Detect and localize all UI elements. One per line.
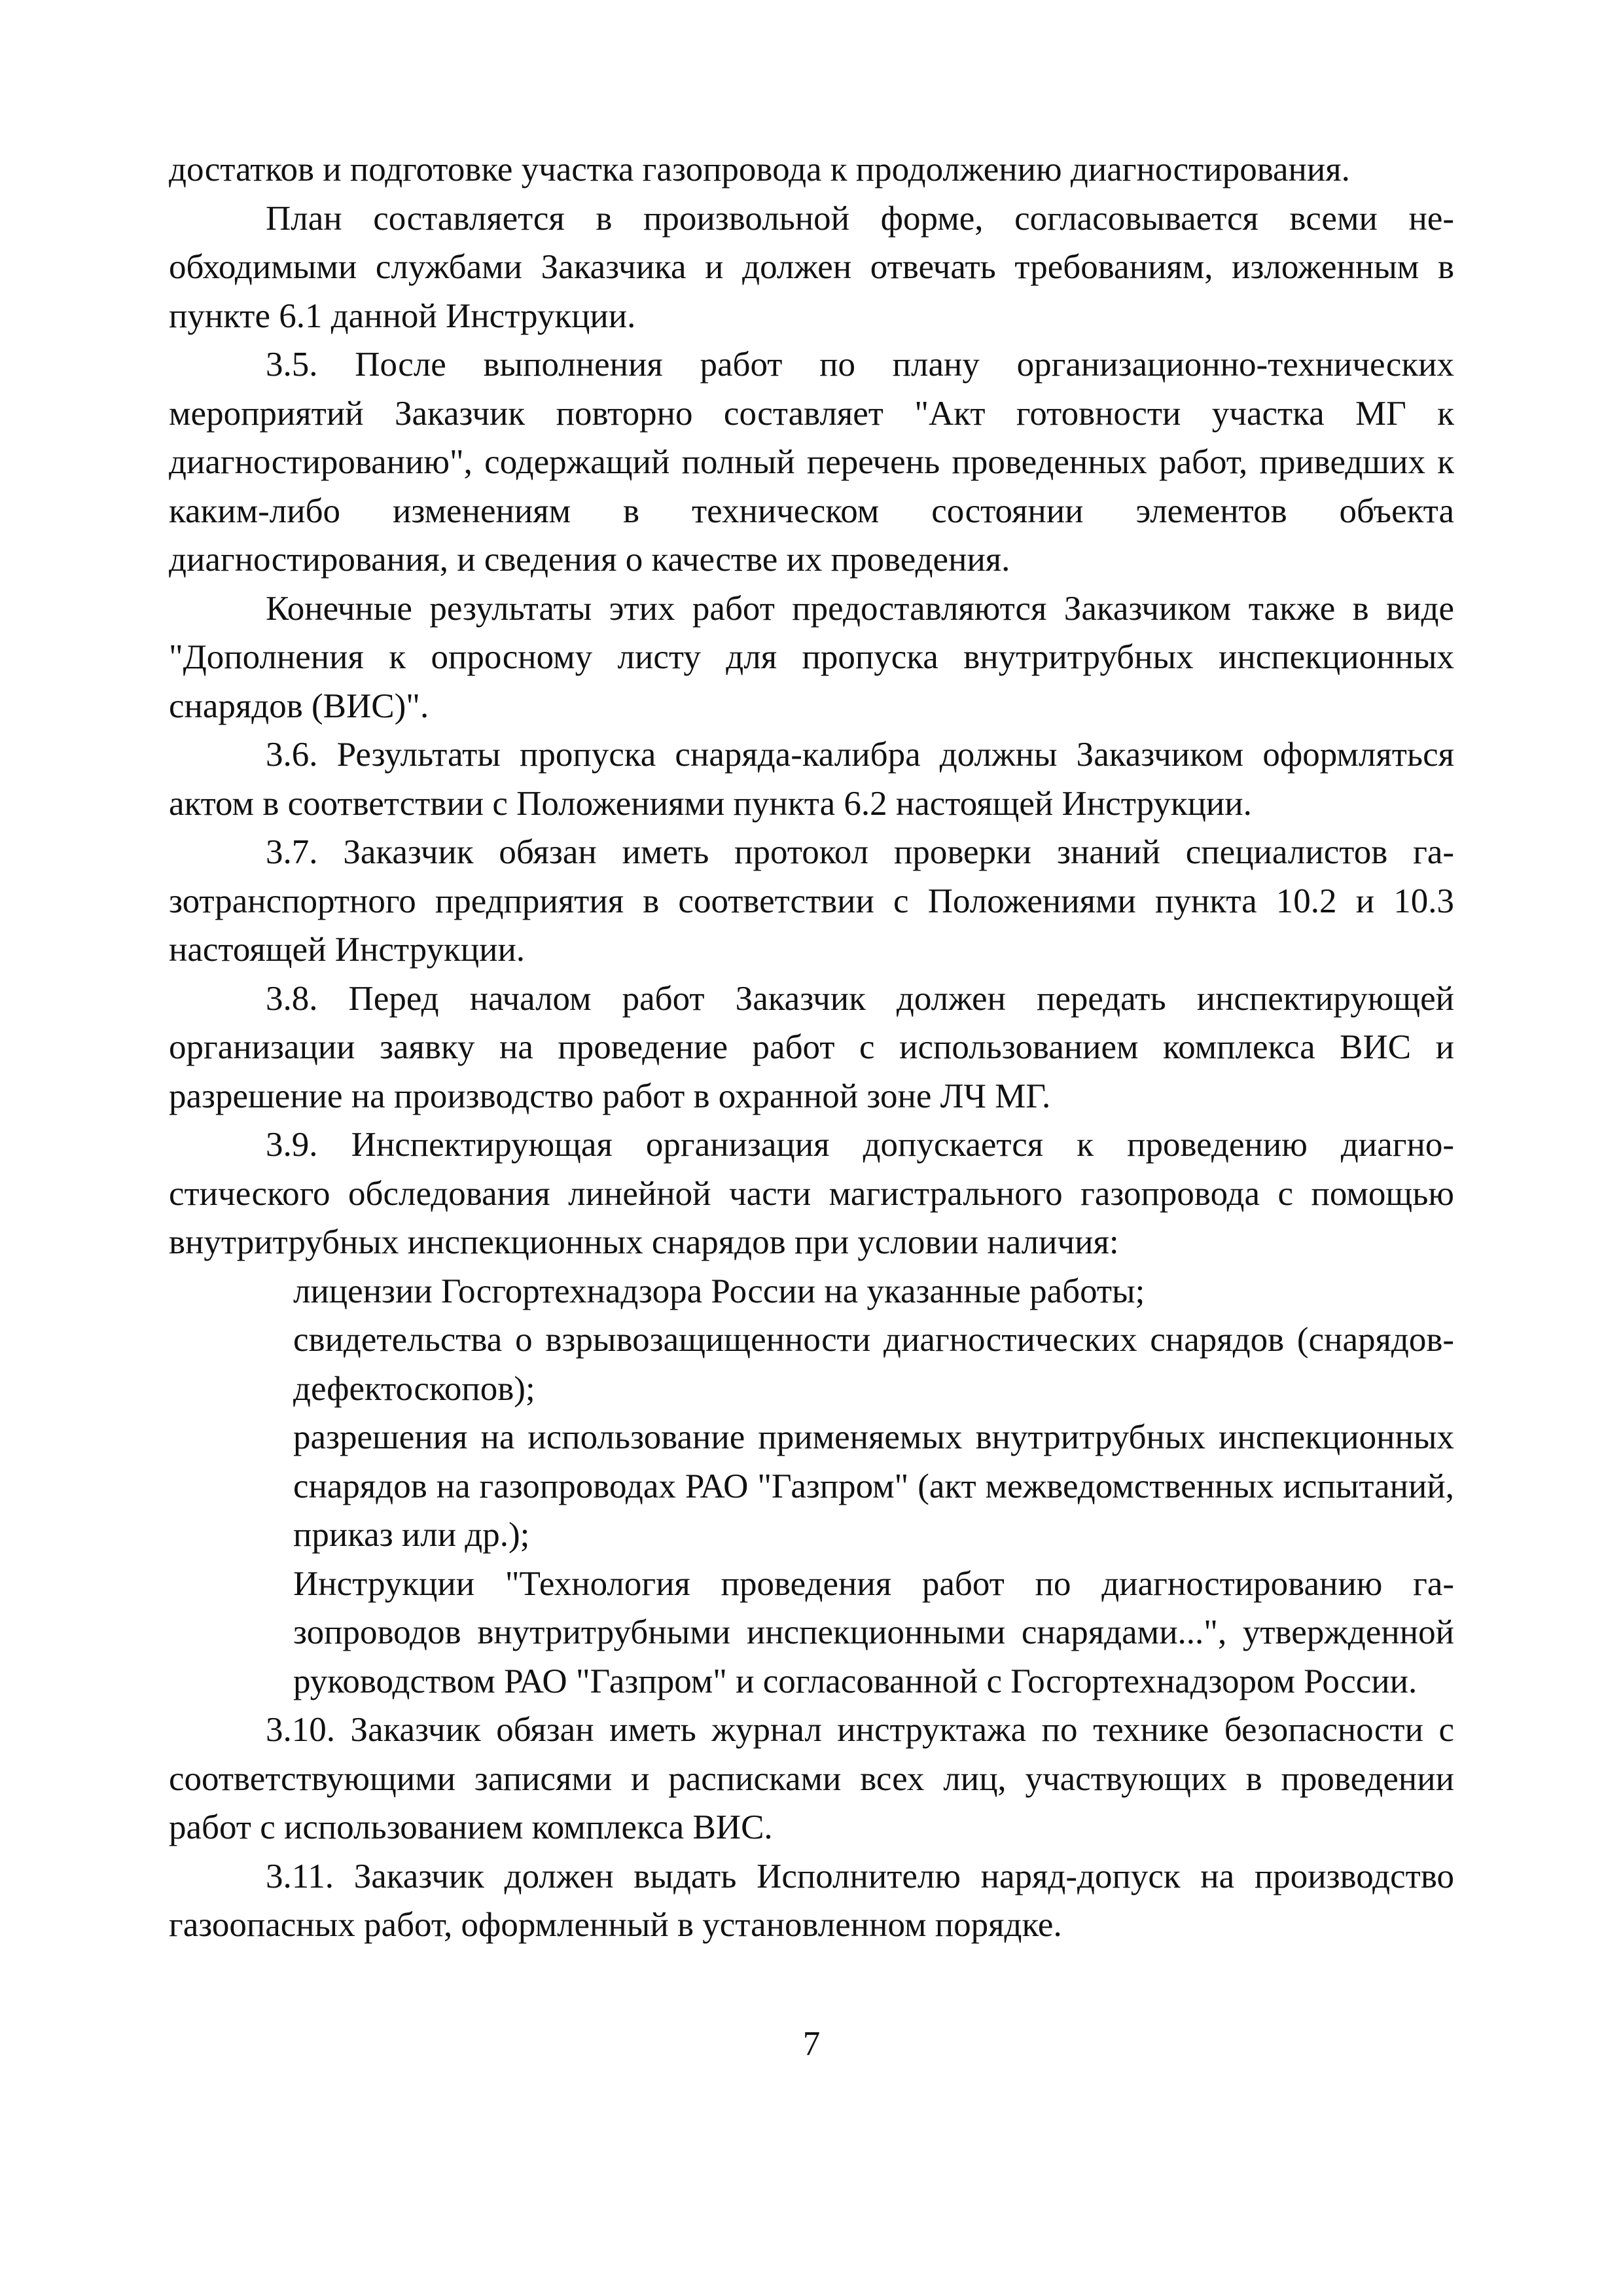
paragraph-3-9: 3.9. Инспектирующая организация допускается к проведению диагностического обследования линейной части магистрального газопровода с помощью внутритрубных инспекционных снарядов при условии наличия: (169, 1126, 1454, 1261)
paragraph-3-10: 3.10. Заказчик обязан иметь журнал инструктажа по технике безопасности с соответствующими записями и расписками всех лиц, участвующих в проведении работ с использованием комплекса ВИС. (169, 1711, 1454, 1846)
document-body (169, 145, 1454, 1950)
list-item-instruction: Инструкции "Технология проведения работ по диагностированию газопроводов внутритрубными инспекционными снарядами...", утвержденной руководством РАО "Газпром" и согласованной с Госгортехнадзором России. (293, 1564, 1454, 1700)
paragraph-3-11: 3.11. Заказчик должен выдать Исполнителю наряд-допуск на производство газоопасных работ, оформленный в установленном порядке. (169, 1857, 1454, 1944)
page-number: 7 (802, 2025, 821, 2063)
list-item-permission: разрешения на использование применяемых внутритрубных инспекционных снарядов на газопроводах РАО "Газпром" (акт межведомственных испытаний, приказ или др.); (293, 1418, 1454, 1554)
paragraph-final-results: Конечные результаты этих работ предоставляются Заказчиком также в виде "Дополнения к опросному листу для пропуска внутритрубных инспекционных снарядов (ВИС)". (169, 589, 1454, 725)
paragraph-3-8: 3.8. Перед началом работ Заказчик должен передать инспектирующей организации заявку на проведение работ с использованием комплекса ВИС и разрешение на производство работ в охранной зоне ЛЧ МГ. (169, 979, 1454, 1115)
paragraph-plan: План составляется в произвольной форме, согласовывается всеми необходимыми службами Заказчика и должен отвечать требованиям, изложенным в пункте 6.1 данной Инструкции. (169, 199, 1454, 335)
paragraph-continuation: достатков и подготовке участка газопровода к продолжению диагностирования. (169, 151, 1350, 188)
list-item-license: лицензии Госгортехнадзора России на указанные работы; (293, 1272, 1145, 1310)
paragraph-3-5: 3.5. После выполнения работ по плану организационно-технических мероприятий Заказчик повторно составляет "Акт готовности участка МГ к диагностированию", содержащий полный перечень проведенных работ, приведших к каким-либо изменениям в техническом состоянии элементов объекта диагностирования, и сведения о качестве их проведения. (169, 346, 1454, 579)
paragraph-3-6: 3.6. Результаты пропуска снаряда-калибра должны Заказчиком оформляться актом в соответствии с Положениями пункта 6.2 настоящей Инструкции. (169, 736, 1454, 823)
list-item-certificate: свидетельства о взрывозащищенности диагностических снарядов (снарядов-дефектоскопов); (293, 1321, 1454, 1408)
paragraph-3-7: 3.7. Заказчик обязан иметь протокол проверки знаний специалистов газотранспортного предприятия в соответствии с Положениями пункта 10.2 и 10.3 настоящей Инструкции. (169, 833, 1454, 969)
